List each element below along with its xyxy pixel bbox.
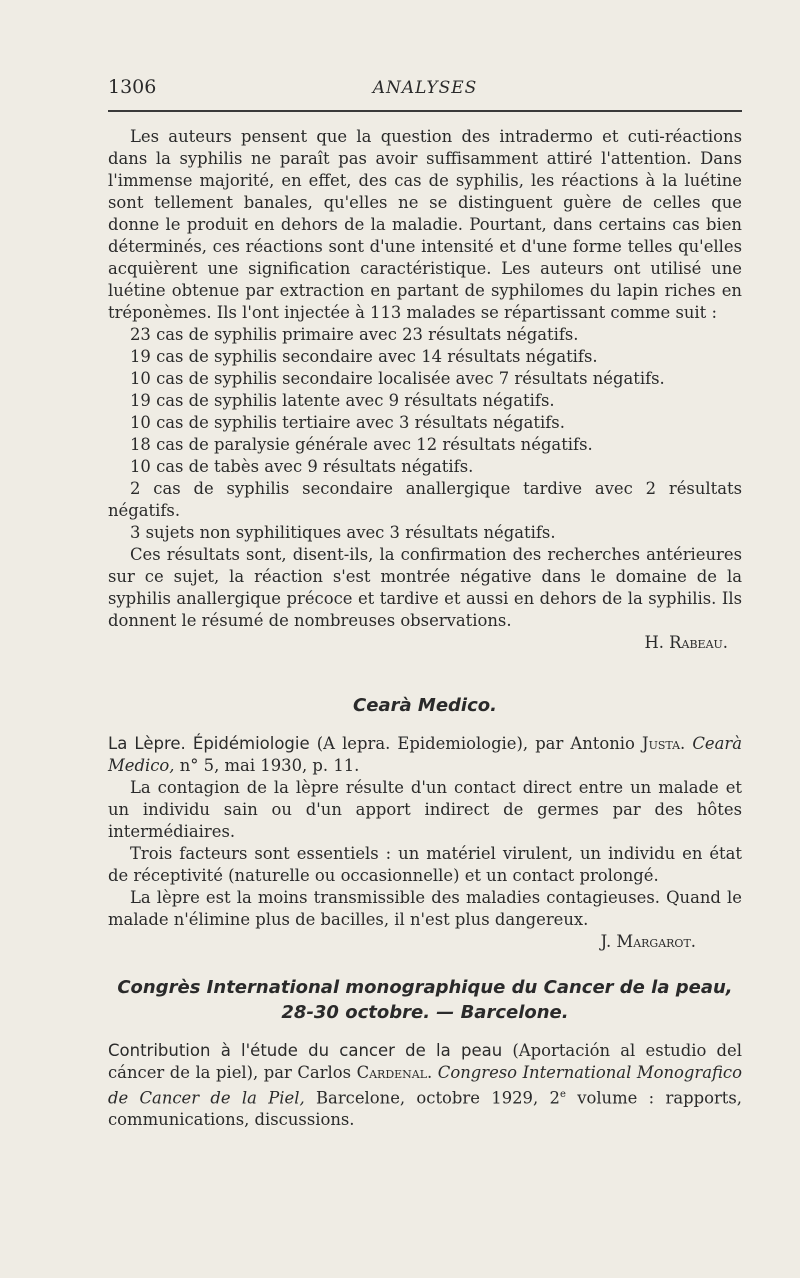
- result-line: 19 cas de syphilis latente avec 9 résultats négatifs.: [130, 391, 555, 410]
- signature-initial: H.: [644, 633, 664, 652]
- section-heading-ceara-medico: Cearà Medico.: [353, 695, 497, 716]
- result-line-last: 3 sujets non syphilitiques avec 3 résultats négatifs.: [130, 523, 556, 542]
- review-reference: [108, 733, 742, 777]
- reference-text: (Aportación al estudio del cáncer de la piel), par Carlos: [108, 1041, 742, 1082]
- section-heading-congres: [108, 975, 742, 1025]
- header-rule: [108, 110, 742, 112]
- review-signature: [108, 931, 742, 953]
- superscript: e: [559, 1089, 566, 1100]
- running-title: ANALYSES: [372, 78, 478, 98]
- signature-name: Margarot.: [616, 932, 696, 951]
- result-line: 10 cas de tabès avec 9 résultats négatifs.: [130, 457, 474, 476]
- author-name: Cardenal.: [356, 1063, 433, 1082]
- reference-details: volume : rapports, communications, discussions.: [108, 1088, 743, 1130]
- entry-title: La Lèpre. Épidémiologie: [108, 734, 310, 753]
- author-name: Justa.: [642, 734, 686, 753]
- reference-details: Barcelone, octobre 1929, 2: [316, 1088, 560, 1108]
- review-paragraph: Trois facteurs sont essentiels : un matériel virulent, un individu en état de réceptivité (naturelle ou occasionnelle) et un contact prolongé.: [108, 844, 742, 885]
- journal-name: Cearà Medico,: [108, 734, 742, 775]
- signature-initial: J.: [600, 932, 612, 951]
- result-line: 23 cas de syphilis primaire avec 23 résultats négatifs.: [130, 325, 579, 344]
- review-cancer-peau: [108, 1040, 742, 1131]
- page-header: [108, 76, 742, 102]
- entry-title: Contribution à l'étude du cancer de la peau: [108, 1041, 503, 1060]
- result-line: 18 cas de paralysie générale avec 12 résultats négatifs.: [130, 435, 593, 454]
- signature-name: Rabeau.: [669, 633, 728, 652]
- heading-line: 28-30 octobre. — Barcelone.: [281, 1002, 569, 1023]
- result-line: 10 cas de syphilis secondaire localisée avec 7 résultats négatifs.: [130, 369, 665, 388]
- result-line: 10 cas de syphilis tertiaire avec 3 résultats négatifs.: [130, 413, 565, 432]
- result-line: 19 cas de syphilis secondaire avec 14 résultats négatifs.: [130, 347, 598, 366]
- review-signature: [108, 632, 742, 654]
- review-paragraph: La lèpre est la moins transmissible des maladies contagieuses. Quand le malade n'élimine plus de bacilles, il n'est plus dangereux.: [108, 888, 742, 929]
- review-luetine: [108, 126, 742, 654]
- result-line-long: 2 cas de syphilis secondaire anallergique tardive avec 2 résultats négatifs.: [108, 479, 742, 520]
- review-reference: [108, 1040, 742, 1131]
- reference-details: n° 5, mai 1930, p. 11.: [179, 756, 360, 775]
- review-lepre: [108, 733, 742, 953]
- congress-name: Congreso International Monografico de Cancer de la Piel,: [108, 1063, 742, 1108]
- page-number: 1306: [108, 76, 157, 98]
- review-paragraph: La contagion de la lèpre résulte d'un contact direct entre un malade et un individu sain ou d'un apport indirect de germes par des hôtes intermédiaires.: [108, 778, 742, 841]
- heading-line: Congrès International monographique du Cancer de la peau,: [117, 977, 733, 998]
- review-intro: Les auteurs pensent que la question des intradermo et cuti-réactions dans la syphilis ne paraît pas avoir suffisamment attiré l'attention. Dans l'immense majorité, en effet, des cas de syphilis, les réactions à la luétine sont tellement banales, qu'elles ne se distinguent guère de celles que donne le produit en dehors de la maladie. Pourtant, dans certains cas bien déterminés, ces réactions sont d'une intensité et d'une forme telles qu'elles acquièrent une signification caractéristique. Les auteurs ont utilisé une luétine obtenue par extraction en partant de syphilomes du lapin riches en tréponèmes. Ils l'ont injectée à 113 malades se répartissant comme suit :: [108, 127, 742, 322]
- review-conclusion: Ces résultats sont, disent-ils, la confirmation des recherches antérieures sur ce sujet, la réaction s'est montrée négative dans le domaine de la syphilis anallergique précoce et tardive et aussi en dehors de la syphilis. Ils donnent le résumé de nombreuses observations.: [108, 545, 742, 630]
- reference-text: (A lepra. Epidemiologie), par Antonio: [316, 734, 635, 753]
